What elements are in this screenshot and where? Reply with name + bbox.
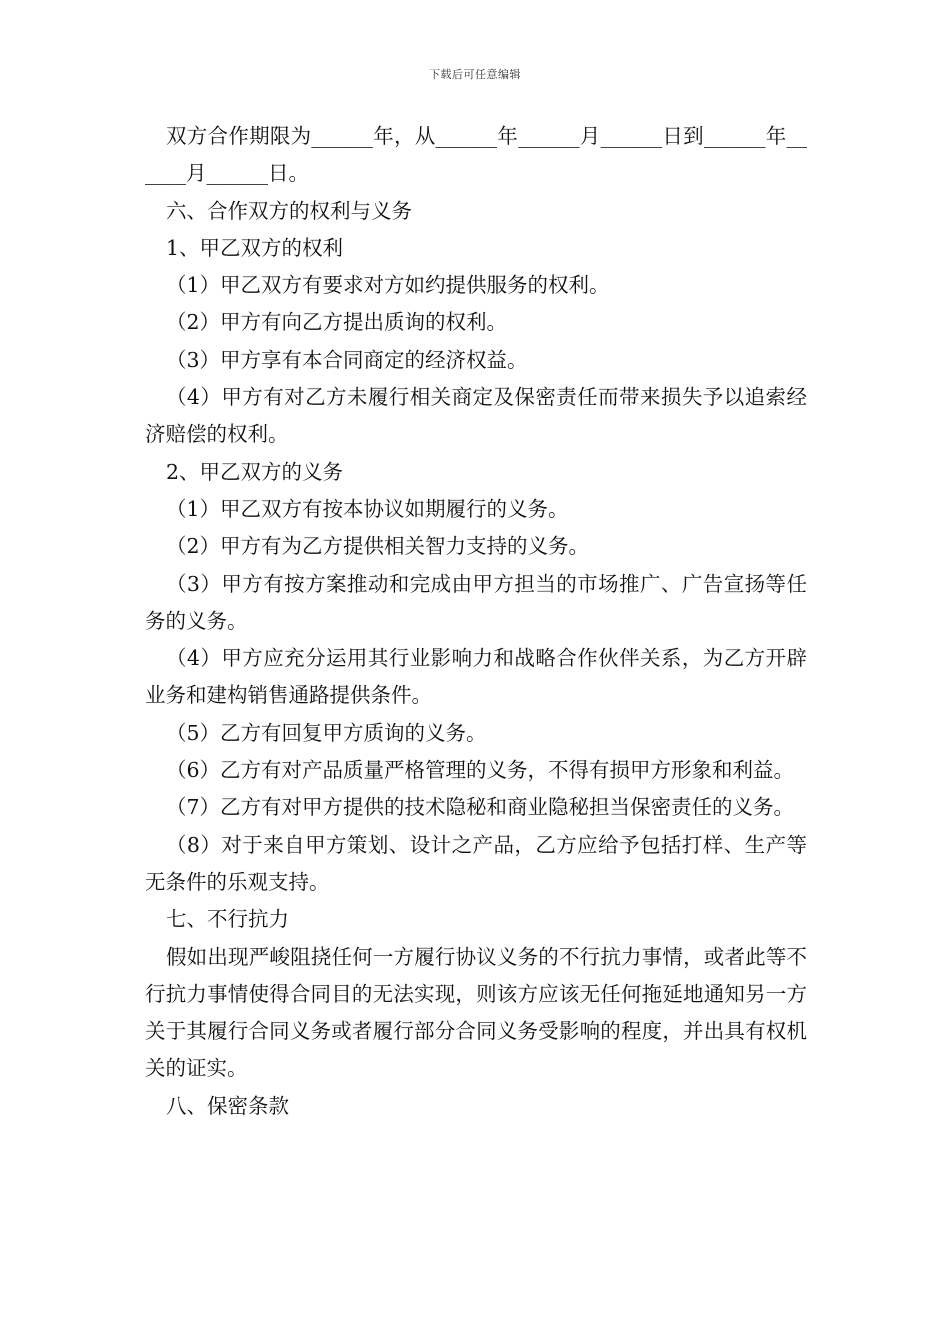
obligations-item-7: （7）乙方有对甲方提供的技术隐秘和商业隐秘担当保密责任的义务。	[166, 795, 795, 820]
obligations-item-3: （3）甲方有按方案推动和完成由甲方担当的市场推广、广告宣扬等任务的义务。	[145, 571, 807, 633]
document-body	[145, 118, 807, 1125]
section-8-heading: 八、保密条款	[166, 1093, 289, 1118]
rights-item-1: （1）甲乙双方有要求对方如约提供服务的权利。	[166, 273, 610, 298]
page-header: 下载后可任意编辑	[429, 68, 521, 81]
subsection-rights-heading: 1、甲乙双方的权利	[166, 235, 344, 260]
section-6-heading: 六、合作双方的权利与义务	[166, 198, 412, 223]
obligations-item-5: （5）乙方有回复甲方质询的义务。	[166, 720, 487, 745]
subsection-obligations-heading: 2、甲乙双方的义务	[166, 459, 344, 484]
rights-item-4: （4）甲方有对乙方未履行相关商定及保密责任而带来损失予以追索经济赔偿的权利。	[145, 385, 807, 447]
section-7-heading: 七、不行抗力	[166, 907, 289, 932]
force-majeure-paragraph: 假如出现严峻阻挠任何一方履行协议义务的不行抗力事情，或者此等不行抗力事情使得合同目的无法实现，则该方应该无任何拖延地通知另一方关于其履行合同义务或者履行部分合同义务受影响的程度，并出具有权机关的证实。	[145, 944, 807, 1081]
obligations-item-2: （2）甲方有为乙方提供相关智力支持的义务。	[166, 534, 590, 559]
cooperation-term-paragraph: 双方合作期限为______年，从______年______月______日到______年______月______日。	[145, 124, 807, 186]
obligations-item-8: （8）对于来自甲方策划、设计之产品，乙方应给予包括打样、生产等无条件的乐观支持。	[145, 832, 807, 894]
rights-item-2: （2）甲方有向乙方提出质询的权利。	[166, 310, 508, 335]
obligations-item-6: （6）乙方有对产品质量严格管理的义务，不得有损甲方形象和利益。	[166, 758, 795, 783]
rights-item-3: （3）甲方享有本合同商定的经济权益。	[166, 347, 528, 372]
obligations-item-4: （4）甲方应充分运用其行业影响力和战略合作伙伴关系，为乙方开辟业务和建构销售通路提供条件。	[145, 646, 807, 708]
obligations-item-1: （1）甲乙双方有按本协议如期履行的义务。	[166, 496, 569, 521]
